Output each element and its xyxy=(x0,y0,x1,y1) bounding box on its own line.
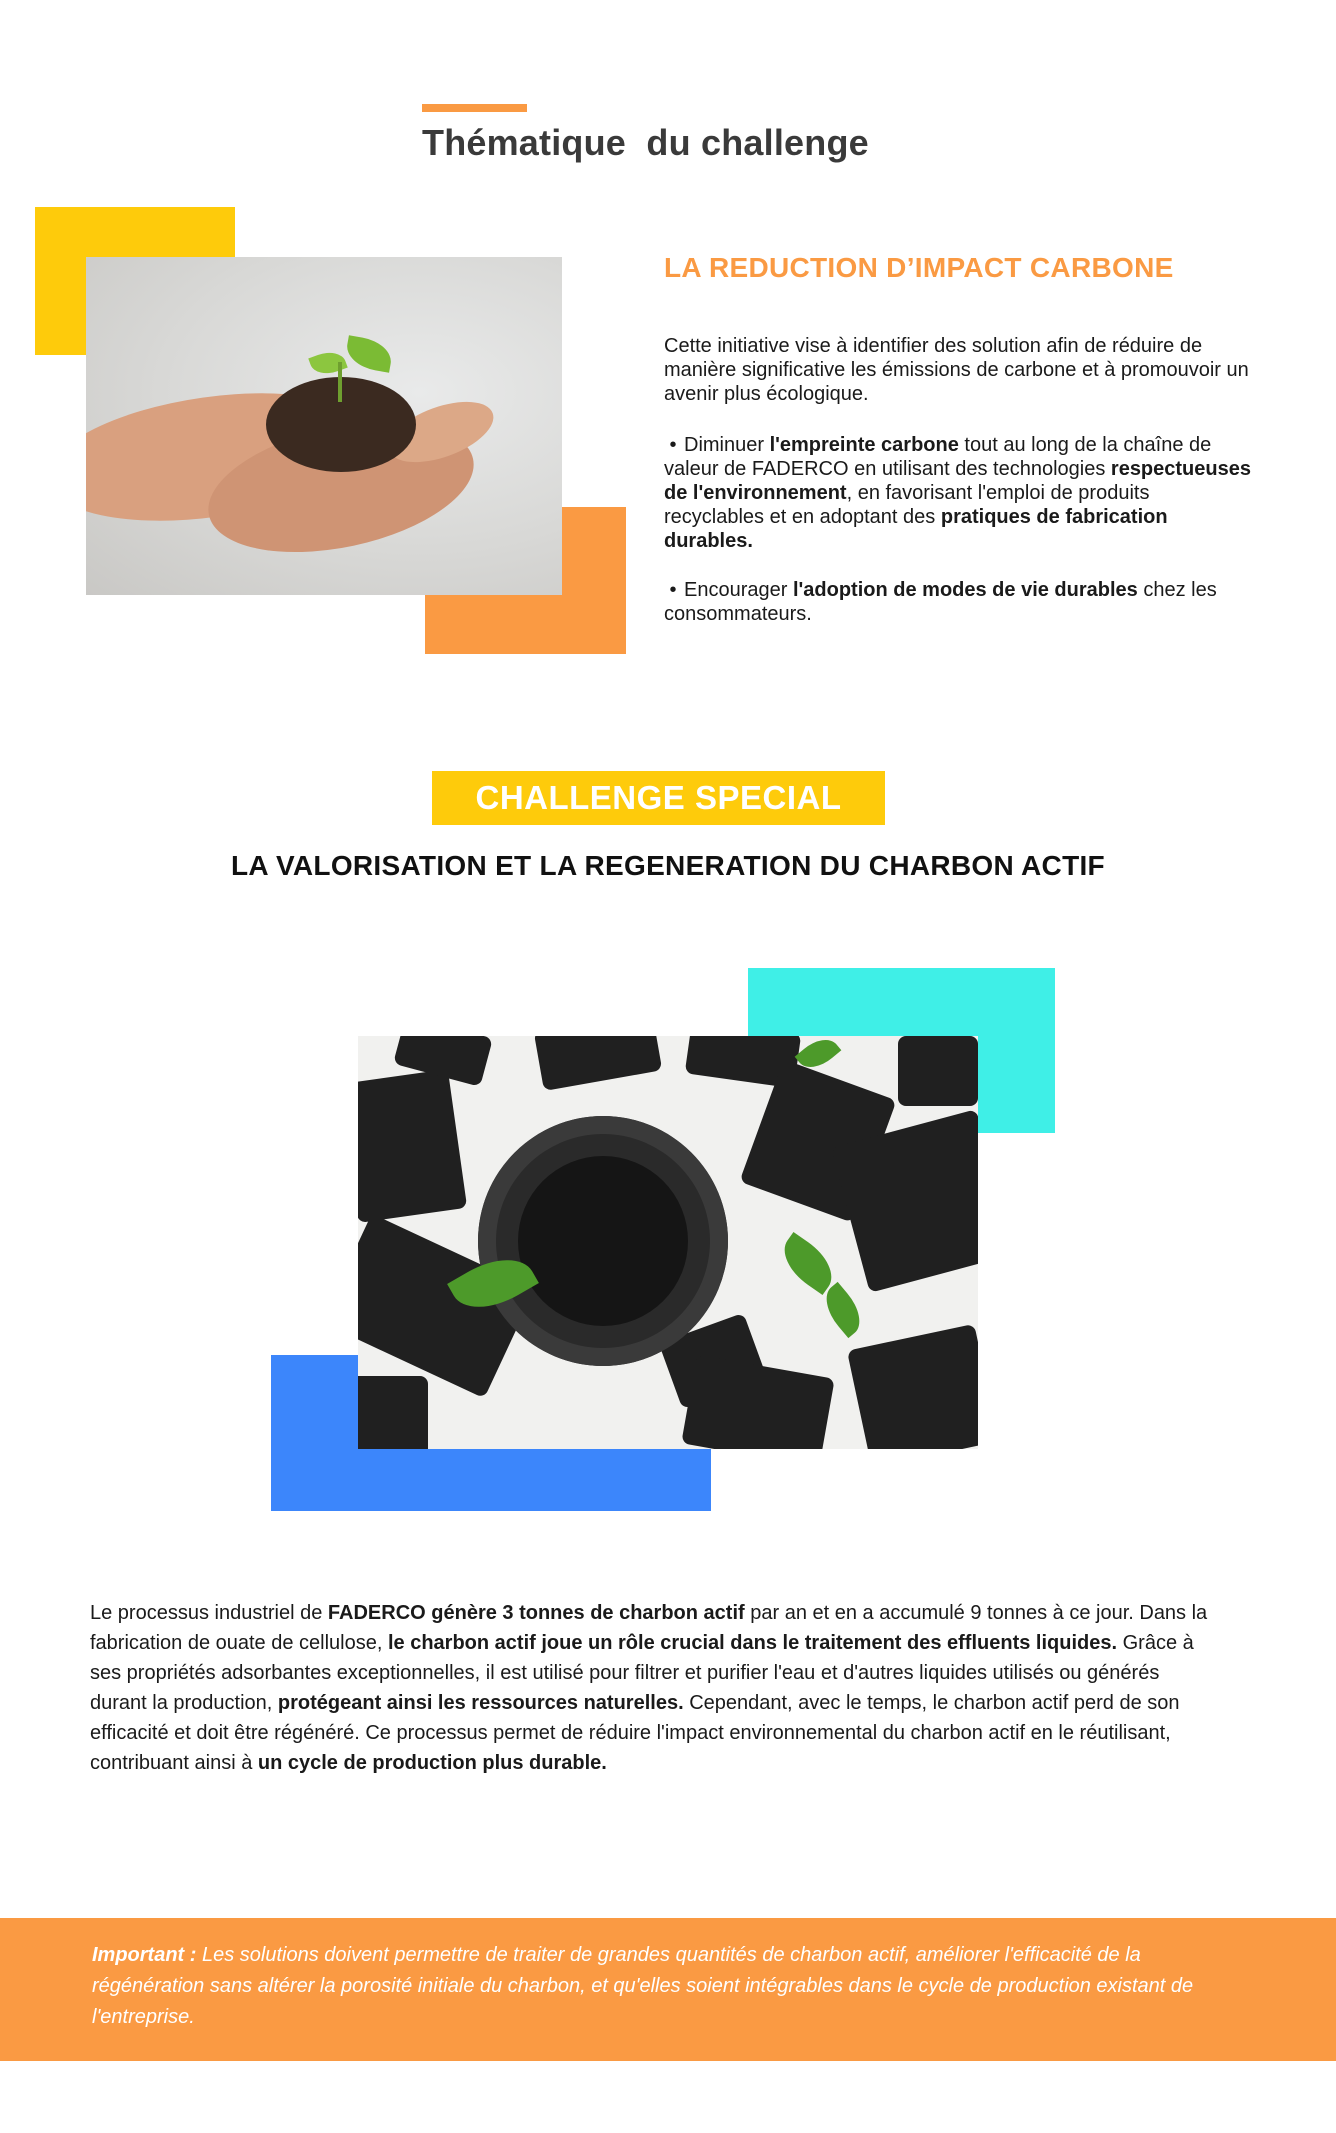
activated-charcoal-image xyxy=(358,1036,978,1449)
challenge-special-badge: CHALLENGE SPECIAL xyxy=(432,771,885,825)
bullet-item-sustainable-lifestyles: • Encourager l'adoption de modes de vie durables chez les consommateurs. xyxy=(664,579,1217,625)
title-accent-bar xyxy=(422,104,527,112)
important-note-text: Important : Les solutions doivent permettre de traiter de grandes quantités de charbon actif, améliorer l'efficacité de la régénération sans altérer la porosité initiale du charbon, et qu'elles soient intégrables dans le cycle de production existant de l'entreprise. xyxy=(92,1944,1194,2028)
intro-paragraph: Cette initiative vise à identifier des solution afin de réduire de manière significative les émissions de carbone et à promouvoir un avenir plus écologique. xyxy=(664,335,1249,405)
bullet-icon: • xyxy=(664,434,677,456)
carbon-reduction-title: LA REDUCTION D’IMPACT CARBONE xyxy=(664,252,1174,283)
seedling-in-hands-image xyxy=(86,257,562,595)
bullet-icon: • xyxy=(664,579,677,601)
important-label: Important : xyxy=(92,1944,197,1966)
bullet-item-carbon-footprint: • Diminuer l'empreinte carbone tout au long de la chaîne de valeur de FADERCO en utilisant des technologies respectueuses de l'environnement, en favorisant l'emploi de produits recyclables et en adoptant des pratiques de fabrication durables. xyxy=(664,434,1251,552)
charcoal-description-paragraph: Le processus industriel de FADERCO génère 3 tonnes de charbon actif par an et en a accumulé 9 tonnes à ce jour. Dans la fabrication de ouate de cellulose, le charbon actif joue un rôle crucial dans le traitement des effluents liquides. Grâce à ses propriétés adsorbantes exceptionnelles, il est utilisé pour filtrer et purifier l'eau et d'autres liquides utilisés ou générés durant la production, protégeant ainsi les ressources naturelles. Cependant, avec le temps, le charbon actif perd de son efficacité et doit être régénéré. Ce processus permet de réduire l'impact environnemental du charbon actif en le réutilisant, contribuant ainsi à un cycle de production plus durable. xyxy=(90,1602,1208,1774)
section-title: Thématique du challenge xyxy=(422,122,869,163)
challenge-subtitle: LA VALORISATION ET LA REGENERATION DU CHARBON ACTIF xyxy=(231,850,1105,881)
